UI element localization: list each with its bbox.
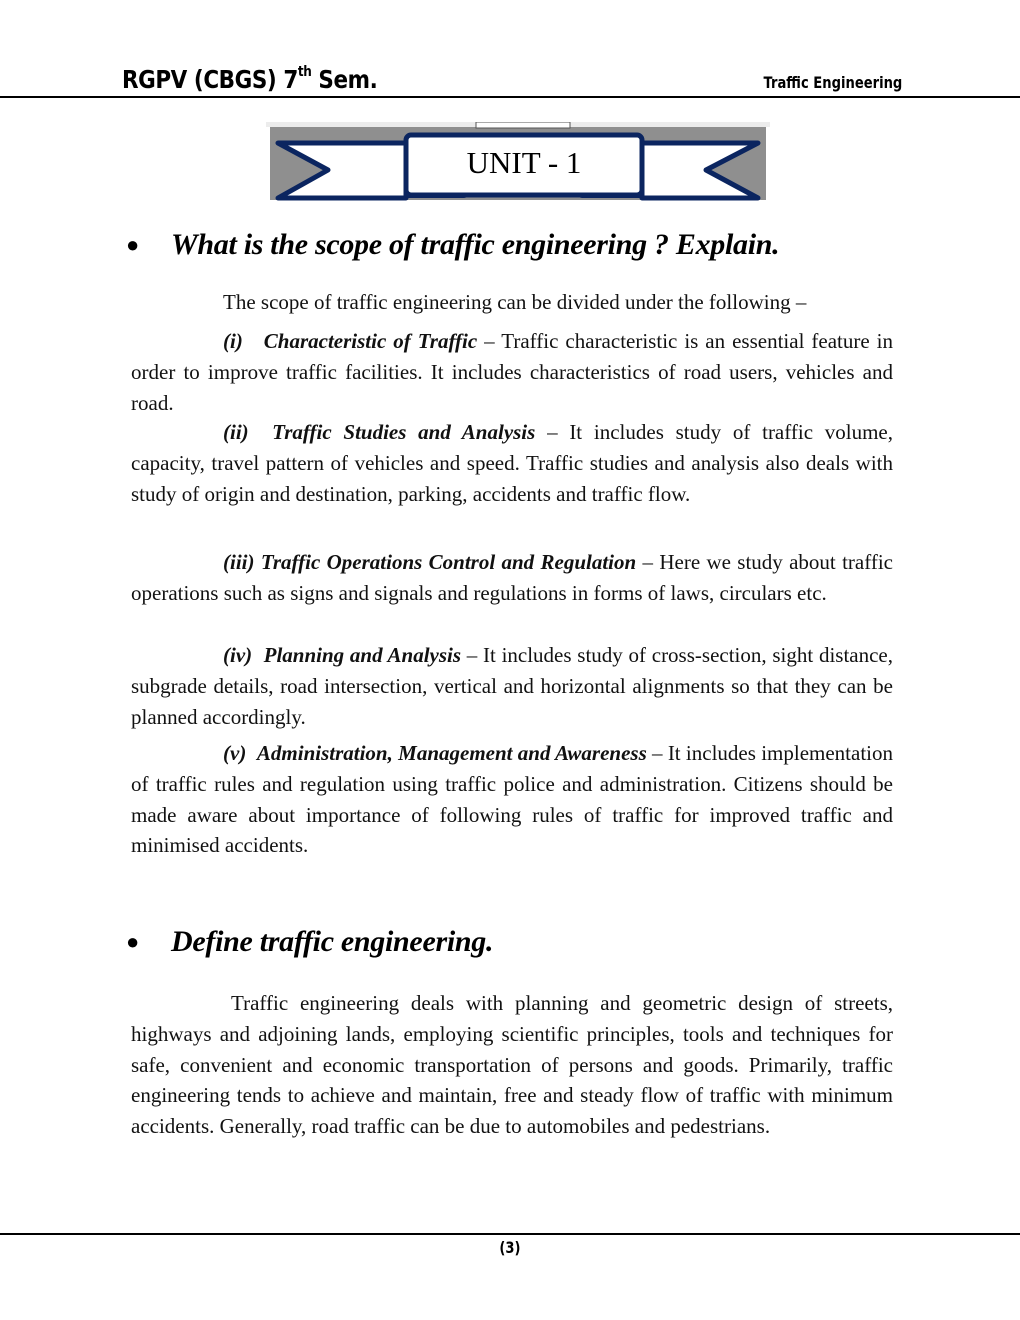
scope-item [131,417,893,509]
scope-intro [131,287,893,318]
definition-text: Traffic engineering deals with planning and geometric design of streets, highways and adjoining lands, employing scientific principles, tools and techniques for safe, convenient and economic transportation of persons and goods. Primarily, traffic engineering tends to achieve and maintain, free and steady flow of traffic with minimum accidents. Generally, road traffic can be due to automobiles and pedestrians. [131,991,893,1139]
footer-divider [0,1233,1020,1235]
item-text: – It includes implementation of traffic rules and regulation using traffic police and administration. Citizens should be made aware about importance of following rules of traffic for improved traffic and minimised accidents. [131,741,893,858]
scope-item [131,738,893,861]
item-term: Planning and Analysis [263,643,462,667]
item-number: (iii) [223,550,255,574]
page-header [0,0,1020,97]
course-name: RGPV (CBGS) 7 [122,65,298,94]
course-title [122,64,377,94]
item-text: – Here we study about traffic operations such as signs and signals and regulations in forms of laws, circulars etc. [131,550,893,605]
page-number: (3) [499,1238,521,1257]
header-divider [0,96,1020,98]
scope-item [131,326,893,418]
semester-label: Sem. [311,65,378,94]
item-term: Characteristic of Traffic [263,329,478,353]
question-text: Define traffic engineering. [171,925,494,958]
item-number: (iv) [223,643,253,667]
scope-item [131,640,893,732]
item-number: (i) [223,329,243,353]
subject-title: Traffic Engineering [763,73,902,92]
item-term: Administration, Management and Awareness [256,741,647,765]
item-term: Traffic Operations Control and Regulation [260,550,637,574]
unit-banner [266,122,770,208]
item-number: (v) [223,741,247,765]
ordinal-suffix: th [297,64,312,80]
scope-item [131,547,893,609]
item-text: – Traffic characteristic is an essential feature in order to improve traffic facilities. It includes characteristics of road users, vehicles and road. [131,329,893,415]
bullet-icon: ● [126,232,139,257]
definition-paragraph [131,988,893,1142]
item-term: Traffic Studies and Analysis [272,420,536,444]
intro-text: The scope of traffic engineering can be divided under the following – [223,290,807,314]
item-text: – It includes study of traffic volume, capacity, travel pattern of vehicles and speed. Traffic studies and analysis also deals with study of origin and destination, parking, accidents and traffic flow. [131,420,894,506]
item-text: – It includes study of cross-section, sight distance, subgrade details, road intersection, vertical and horizontal alignments so that they can be planned accordingly. [131,643,893,729]
unit-title: UNIT - 1 [466,145,582,180]
question-text: What is the scope of traffic engineering ? Explain. [171,228,780,261]
item-number: (ii) [223,420,249,444]
bullet-icon: ● [126,929,139,954]
